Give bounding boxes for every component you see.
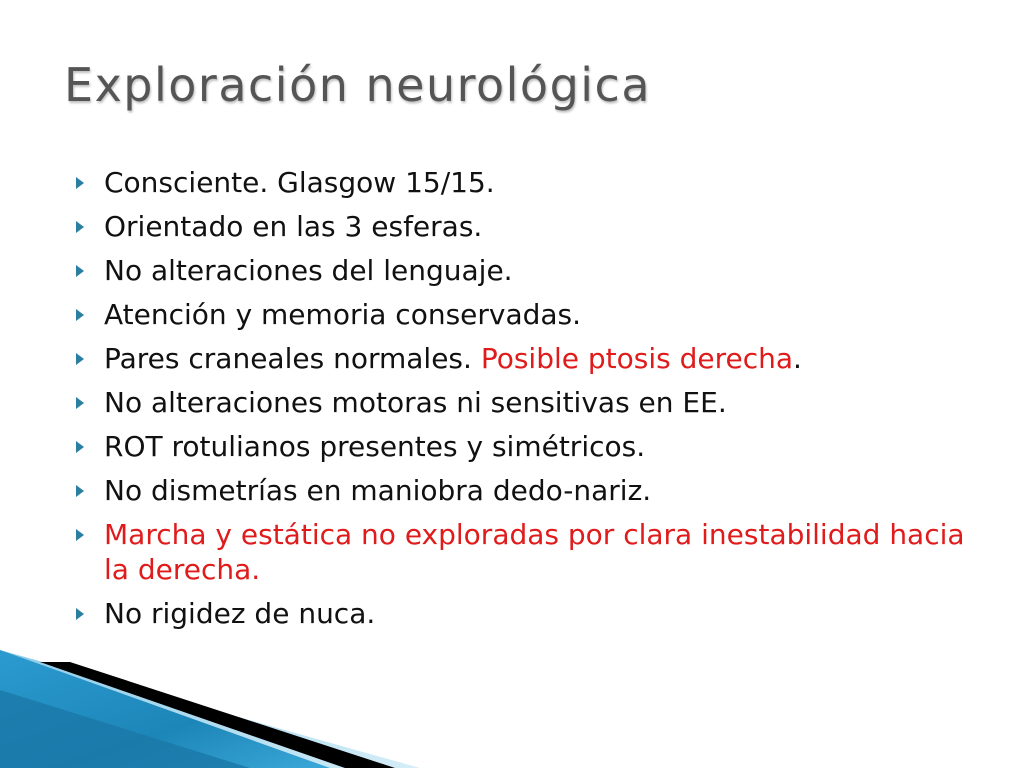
triangle-right-icon xyxy=(76,265,84,277)
list-item-text xyxy=(104,386,727,419)
list-item-label: Consciente. Glasgow 15/15. xyxy=(104,166,495,199)
list-item-text xyxy=(104,430,645,463)
list-item-suffix: . xyxy=(793,342,802,375)
list-item xyxy=(72,473,972,508)
list-item xyxy=(72,429,972,464)
list-item-text xyxy=(104,254,513,287)
triangle-right-icon xyxy=(76,529,84,541)
page-title: Exploración neurológica xyxy=(64,58,652,112)
list-item xyxy=(72,209,972,244)
triangle-right-icon xyxy=(76,441,84,453)
list-item-highlight: Posible ptosis derecha xyxy=(480,342,794,375)
list-item xyxy=(72,385,972,420)
list-item-text xyxy=(104,597,375,630)
list-item-text xyxy=(104,474,651,507)
list-item-highlight: Marcha y estática no exploradas por clara inestabilidad hacia la derecha. xyxy=(104,518,965,586)
list-item-label: ROT rotulianos presentes y simétricos. xyxy=(104,430,646,463)
triangle-right-icon xyxy=(76,177,84,189)
list-item xyxy=(72,341,972,376)
list-item-label: No alteraciones del lenguaje. xyxy=(104,254,513,287)
list-item-label: Atención y memoria conservadas. xyxy=(104,298,582,331)
list-item xyxy=(72,297,972,332)
list-item-text xyxy=(104,210,482,243)
list-item xyxy=(72,517,972,587)
triangle-right-icon xyxy=(76,221,84,233)
list-item xyxy=(72,253,972,288)
list-item-label: Orientado en las 3 esferas. xyxy=(104,210,483,243)
list-item-text xyxy=(104,298,581,331)
list-item-text xyxy=(104,166,495,199)
triangle-right-icon xyxy=(76,353,84,365)
triangle-right-icon xyxy=(76,608,84,620)
list-item-text xyxy=(104,342,802,375)
triangle-right-icon xyxy=(76,397,84,409)
triangle-right-icon xyxy=(76,309,84,321)
list-item xyxy=(72,165,972,200)
list-item xyxy=(72,596,972,631)
bullet-list xyxy=(72,165,972,640)
triangle-right-icon xyxy=(76,485,84,497)
list-item-label: Pares craneales normales. xyxy=(104,342,481,375)
list-item-text xyxy=(104,518,965,586)
list-item-label: No dismetrías en maniobra dedo-nariz. xyxy=(104,474,652,507)
list-item-label: No rigidez de nuca. xyxy=(104,597,376,630)
list-item-label: No alteraciones motoras ni sensitivas en EE. xyxy=(104,386,727,419)
